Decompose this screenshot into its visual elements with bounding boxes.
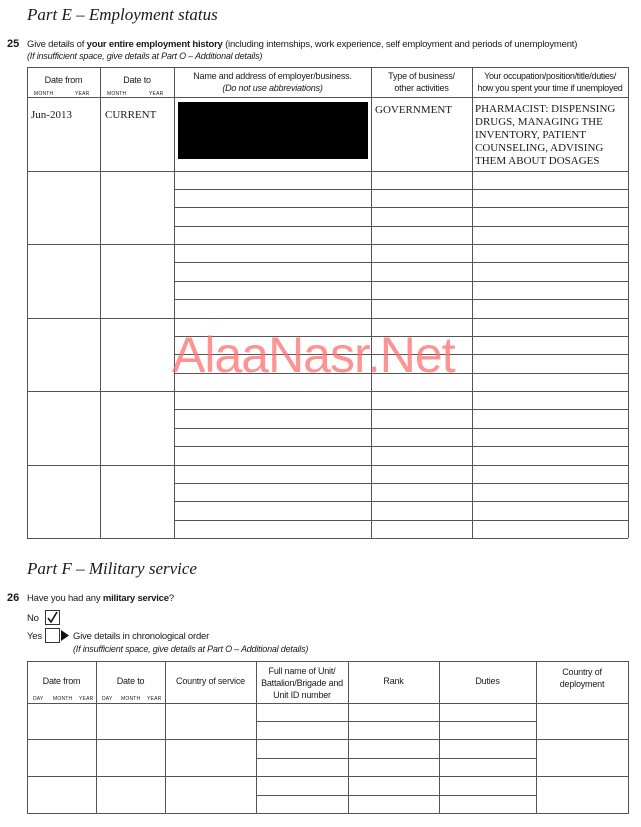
header-country-of-service: Country of service bbox=[176, 676, 245, 686]
row-occupation: PHARMACIST: DISPENSING DRUGS, MANAGING THE INVENTORY, PATIENT COUNSELING, ADVISING THEM ABOUT DOSAGES bbox=[475, 103, 616, 167]
header-occupation: Your occupation/position/title/duties/ how you spent your time if unemployed bbox=[477, 71, 623, 93]
arrow-right-icon bbox=[61, 630, 69, 641]
header-year: YEAR bbox=[149, 91, 164, 97]
row-date-from: Jun-2013 bbox=[31, 109, 72, 121]
header-date-to: Date to bbox=[123, 75, 151, 85]
yes-label: Yes bbox=[27, 631, 42, 642]
header-year: YEAR bbox=[75, 91, 90, 97]
header-month: MONTH bbox=[121, 696, 141, 702]
row-date-to: CURRENT bbox=[105, 109, 157, 121]
header-duties: Duties bbox=[475, 676, 500, 686]
header-date-from: Date from bbox=[44, 75, 83, 85]
yes-instruction: Give details in chronological order bbox=[73, 631, 210, 642]
redacted-employer-block bbox=[178, 102, 368, 159]
header-day: DAY bbox=[33, 696, 44, 702]
check-icon bbox=[46, 611, 59, 624]
no-label: No bbox=[27, 613, 39, 624]
no-checkbox[interactable] bbox=[45, 610, 60, 625]
part-e-title: Part E – Employment status bbox=[27, 5, 218, 24]
row-business: GOVERNMENT bbox=[375, 104, 452, 116]
question-26-note: (If insufficient space, give details at Part O – Additional details) bbox=[73, 644, 309, 654]
header-employer: Name and address of employer/business. (Do not use abbreviations) bbox=[193, 71, 352, 93]
header-unit-name: Full name of Unit/ Battalion/Brigade and Unit ID number bbox=[261, 666, 343, 700]
header-month: MONTH bbox=[53, 696, 73, 702]
header-date-from: Date from bbox=[42, 676, 81, 686]
header-rank: Rank bbox=[383, 676, 404, 686]
yes-checkbox[interactable] bbox=[45, 628, 60, 643]
question-25-text: Give details of your entire employment history (including internships, work experience, self employment and periods of unemployment) bbox=[27, 39, 578, 50]
part-f-title: Part F – Military service bbox=[27, 559, 197, 578]
watermark: AlaaNasr.Net bbox=[172, 327, 455, 383]
header-day: DAY bbox=[102, 696, 113, 702]
header-month: MONTH bbox=[107, 91, 127, 97]
question-26-text: Have you had any military service? bbox=[27, 593, 174, 604]
header-country-of-deployment: Country of deployment bbox=[559, 667, 605, 689]
header-year: YEAR bbox=[79, 696, 94, 702]
question-number: 26 bbox=[7, 592, 20, 604]
question-25-note: (If insufficient space, give details at Part O – Additional details) bbox=[27, 51, 263, 61]
header-date-to: Date to bbox=[116, 676, 145, 686]
question-number: 25 bbox=[7, 38, 20, 50]
header-year: YEAR bbox=[147, 696, 162, 702]
header-business: Type of business/ other activities bbox=[388, 71, 455, 93]
header-month: MONTH bbox=[34, 91, 54, 97]
